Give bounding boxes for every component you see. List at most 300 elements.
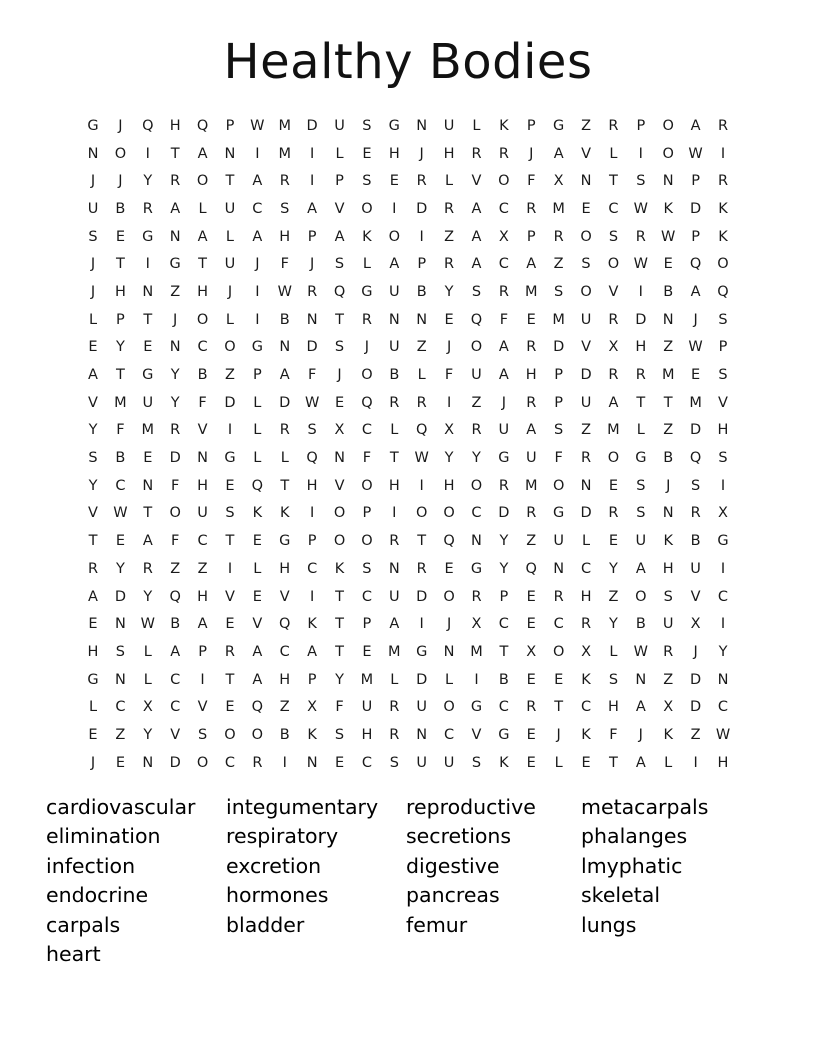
grid-cell[interactable]: X xyxy=(608,339,619,356)
grid-cell[interactable]: R xyxy=(526,339,537,356)
grid-cell[interactable]: N xyxy=(114,616,126,633)
grid-cell[interactable]: T xyxy=(225,533,235,550)
grid-cell[interactable]: R xyxy=(526,200,537,217)
grid-cell[interactable]: Z xyxy=(663,671,674,688)
word-list-item[interactable]: excretion xyxy=(226,853,322,878)
grid-cell[interactable]: C xyxy=(361,422,372,439)
grid-cell[interactable]: Y xyxy=(143,173,153,190)
grid-cell[interactable]: C xyxy=(580,560,592,577)
grid-cell[interactable]: R xyxy=(170,173,181,190)
grid-cell[interactable]: D xyxy=(169,754,181,771)
grid-cell[interactable]: F xyxy=(198,394,207,411)
word-list-item[interactable]: cardiovascular xyxy=(46,794,196,819)
grid-cell[interactable]: S xyxy=(389,754,399,771)
grid-cell[interactable]: R xyxy=(608,117,619,134)
grid-cell[interactable]: J xyxy=(309,256,315,273)
grid-cell[interactable]: J xyxy=(446,616,452,633)
grid-cell[interactable]: H xyxy=(279,671,291,688)
grid-cell[interactable]: R xyxy=(498,145,509,162)
grid-cell[interactable]: X xyxy=(471,616,482,633)
grid-cell[interactable]: A xyxy=(471,200,482,217)
grid-cell[interactable]: X xyxy=(444,422,455,439)
grid-cell[interactable]: P xyxy=(526,117,536,134)
grid-cell[interactable]: I xyxy=(145,256,150,273)
grid-cell[interactable]: Z xyxy=(416,339,427,356)
grid-cell[interactable]: T xyxy=(335,616,344,633)
grid-cell[interactable]: F xyxy=(280,256,289,273)
grid-cell[interactable]: T xyxy=(115,256,125,273)
grid-cell[interactable]: G xyxy=(251,339,263,356)
grid-cell[interactable]: Y xyxy=(143,588,153,605)
grid-cell[interactable]: H xyxy=(388,145,400,162)
grid-cell[interactable]: L xyxy=(554,754,563,771)
grid-cell[interactable]: M xyxy=(525,477,538,494)
grid-cell[interactable]: E xyxy=(362,145,372,162)
grid-cell[interactable]: K xyxy=(499,117,509,134)
grid-cell[interactable]: U xyxy=(498,422,510,439)
grid-cell[interactable]: C xyxy=(361,754,372,771)
grid-cell[interactable]: P xyxy=(417,256,427,273)
grid-cell[interactable]: Q xyxy=(415,422,428,439)
grid-cell[interactable]: E xyxy=(225,699,235,716)
grid-cell[interactable]: L xyxy=(335,145,344,162)
grid-cell[interactable]: N xyxy=(580,173,592,190)
grid-cell[interactable]: E xyxy=(554,671,564,688)
grid-cell[interactable]: U xyxy=(388,283,400,300)
grid-cell[interactable]: Q xyxy=(717,283,729,300)
grid-cell[interactable]: R xyxy=(471,422,482,439)
grid-cell[interactable]: D xyxy=(690,699,702,716)
grid-cell[interactable]: A xyxy=(635,754,646,771)
grid-cell[interactable]: Z xyxy=(279,699,290,716)
grid-cell[interactable]: V xyxy=(170,726,181,743)
grid-cell[interactable]: U xyxy=(334,117,345,134)
grid-cell[interactable]: H xyxy=(580,588,592,605)
grid-cell[interactable]: T xyxy=(143,505,153,522)
grid-cell[interactable]: I xyxy=(474,671,479,688)
grid-cell[interactable]: S xyxy=(471,754,482,771)
grid-cell[interactable]: R xyxy=(170,422,181,439)
grid-cell[interactable]: N xyxy=(169,339,181,356)
grid-cell[interactable]: O xyxy=(607,450,620,467)
grid-cell[interactable]: T xyxy=(280,477,290,494)
word-list-item[interactable]: integumentary xyxy=(226,794,379,819)
grid-cell[interactable]: M xyxy=(470,643,483,660)
grid-cell[interactable]: S xyxy=(554,422,564,439)
grid-cell[interactable]: G xyxy=(279,533,291,550)
grid-cell[interactable]: Z xyxy=(115,726,126,743)
grid-cell[interactable]: U xyxy=(197,505,208,522)
grid-cell[interactable]: R xyxy=(498,283,509,300)
grid-cell[interactable]: E xyxy=(526,588,536,605)
grid-cell[interactable]: A xyxy=(526,422,537,439)
grid-cell[interactable]: N xyxy=(416,311,428,328)
grid-cell[interactable]: A xyxy=(526,256,537,273)
grid-cell[interactable]: K xyxy=(334,560,345,577)
grid-cell[interactable]: K xyxy=(581,726,591,743)
grid-cell[interactable]: I xyxy=(309,145,315,162)
grid-cell[interactable]: C xyxy=(498,699,509,716)
grid-cell[interactable]: W xyxy=(688,339,703,356)
grid-cell[interactable]: O xyxy=(251,726,264,743)
grid-cell[interactable]: Y xyxy=(170,367,180,384)
grid-cell[interactable]: J xyxy=(337,367,342,384)
grid-cell[interactable]: W xyxy=(633,256,648,273)
grid-cell[interactable]: O xyxy=(580,228,592,245)
grid-cell[interactable]: L xyxy=(225,311,234,328)
grid-cell[interactable]: O xyxy=(361,367,373,384)
grid-cell[interactable]: F xyxy=(171,477,180,494)
grid-cell[interactable]: T xyxy=(636,394,646,411)
word-list-item[interactable]: carpals xyxy=(46,912,121,937)
grid-cell[interactable]: A xyxy=(197,145,208,162)
grid-cell[interactable]: Q xyxy=(333,283,346,300)
grid-cell[interactable]: Z xyxy=(581,422,591,439)
grid-cell[interactable]: Q xyxy=(689,450,702,467)
grid-cell[interactable]: O xyxy=(169,505,181,522)
grid-cell[interactable]: M xyxy=(278,145,291,162)
grid-cell[interactable]: D xyxy=(169,450,181,467)
grid-cell[interactable]: C xyxy=(307,560,318,577)
grid-cell[interactable]: E xyxy=(252,533,262,550)
grid-cell[interactable]: R xyxy=(416,560,427,577)
grid-cell[interactable]: I xyxy=(720,477,726,494)
grid-cell[interactable]: Y xyxy=(170,394,180,411)
grid-cell[interactable]: P xyxy=(691,228,700,245)
grid-cell[interactable]: R xyxy=(581,616,592,633)
grid-cell[interactable]: F xyxy=(116,422,125,439)
grid-cell[interactable]: U xyxy=(224,256,236,273)
grid-cell[interactable]: M xyxy=(114,394,127,411)
grid-cell[interactable]: W xyxy=(113,505,128,522)
grid-cell[interactable]: M xyxy=(689,394,702,411)
grid-cell[interactable]: O xyxy=(443,699,455,716)
grid-cell[interactable]: G xyxy=(470,560,483,577)
grid-cell[interactable]: L xyxy=(88,699,98,716)
grid-cell[interactable]: H xyxy=(443,145,455,162)
grid-cell[interactable]: H xyxy=(197,283,209,300)
grid-cell[interactable]: O xyxy=(662,145,674,162)
grid-cell[interactable]: O xyxy=(552,477,565,494)
grid-cell[interactable]: T xyxy=(335,588,344,605)
grid-cell[interactable]: P xyxy=(225,117,235,134)
grid-cell[interactable]: M xyxy=(388,643,401,660)
grid-cell[interactable]: K xyxy=(663,726,673,743)
grid-cell[interactable]: W xyxy=(140,616,155,633)
grid-cell[interactable]: E xyxy=(526,616,536,633)
grid-cell[interactable]: O xyxy=(388,228,401,245)
grid-cell[interactable]: I xyxy=(720,616,726,633)
grid-cell[interactable]: E xyxy=(663,256,673,273)
grid-cell[interactable]: U xyxy=(690,560,701,577)
grid-cell[interactable]: X xyxy=(690,616,701,633)
grid-cell[interactable]: A xyxy=(690,117,701,134)
grid-cell[interactable]: T xyxy=(609,754,618,771)
grid-cell[interactable]: U xyxy=(388,339,400,356)
grid-cell[interactable]: Q xyxy=(443,533,455,550)
grid-cell[interactable]: Z xyxy=(553,256,564,273)
grid-cell[interactable]: N xyxy=(142,283,154,300)
grid-cell[interactable]: V xyxy=(197,422,208,439)
grid-cell[interactable]: W xyxy=(304,394,320,411)
grid-cell[interactable]: I xyxy=(200,671,205,688)
grid-cell[interactable]: E xyxy=(444,560,454,577)
grid-cell[interactable]: N xyxy=(388,311,400,328)
grid-cell[interactable]: A xyxy=(307,200,318,217)
grid-cell[interactable]: P xyxy=(636,117,646,134)
grid-cell[interactable]: E xyxy=(225,477,235,494)
grid-cell[interactable]: K xyxy=(362,228,372,245)
grid-cell[interactable]: D xyxy=(580,367,592,384)
grid-cell[interactable]: Q xyxy=(525,560,537,577)
grid-cell[interactable]: V xyxy=(334,200,345,217)
grid-cell[interactable]: H xyxy=(361,726,373,743)
grid-cell[interactable]: R xyxy=(526,394,537,411)
grid-cell[interactable]: Q xyxy=(169,588,181,605)
grid-cell[interactable]: I xyxy=(638,283,643,300)
grid-cell[interactable]: L xyxy=(280,450,289,467)
grid-cell[interactable]: G xyxy=(498,450,510,467)
grid-cell[interactable]: X xyxy=(718,505,728,522)
grid-cell[interactable]: V xyxy=(608,283,619,300)
grid-cell[interactable]: R xyxy=(690,505,701,522)
grid-cell[interactable]: Q xyxy=(689,256,702,273)
grid-cell[interactable]: A xyxy=(252,643,263,660)
grid-cell[interactable]: Y xyxy=(609,616,618,633)
grid-cell[interactable]: S xyxy=(636,173,646,190)
grid-cell[interactable]: R xyxy=(608,367,619,384)
grid-cell[interactable]: B xyxy=(197,367,208,384)
grid-cell[interactable]: O xyxy=(224,339,236,356)
grid-cell[interactable]: I xyxy=(255,145,260,162)
grid-cell[interactable]: O xyxy=(196,311,209,328)
word-list-item[interactable]: heart xyxy=(46,942,101,967)
grid-cell[interactable]: R xyxy=(279,422,290,439)
grid-cell[interactable]: S xyxy=(636,505,646,522)
grid-cell[interactable]: E xyxy=(115,754,125,771)
grid-cell[interactable]: L xyxy=(88,311,98,328)
grid-cell[interactable]: E xyxy=(225,616,235,633)
grid-cell[interactable]: J xyxy=(255,256,260,273)
grid-cell[interactable]: N xyxy=(717,671,729,688)
grid-cell[interactable]: V xyxy=(718,394,728,411)
grid-cell[interactable]: O xyxy=(333,533,346,550)
grid-cell[interactable]: Z xyxy=(581,117,591,134)
grid-cell[interactable]: O xyxy=(114,145,127,162)
grid-cell[interactable]: R xyxy=(581,450,592,467)
grid-cell[interactable]: H xyxy=(306,477,318,494)
grid-cell[interactable]: R xyxy=(608,505,619,522)
grid-cell[interactable]: S xyxy=(471,283,482,300)
grid-cell[interactable]: A xyxy=(170,643,181,660)
grid-cell[interactable]: U xyxy=(142,394,154,411)
grid-cell[interactable]: R xyxy=(471,145,482,162)
grid-cell[interactable]: E xyxy=(115,533,125,550)
grid-cell[interactable]: I xyxy=(145,145,150,162)
grid-cell[interactable]: N xyxy=(224,145,236,162)
grid-cell[interactable]: L xyxy=(445,173,454,190)
grid-cell[interactable]: D xyxy=(690,671,702,688)
grid-cell[interactable]: N xyxy=(580,477,592,494)
grid-cell[interactable]: J xyxy=(173,311,178,328)
grid-cell[interactable]: Y xyxy=(115,339,125,356)
grid-cell[interactable]: R xyxy=(444,256,455,273)
grid-cell[interactable]: B xyxy=(635,616,646,633)
grid-cell[interactable]: D xyxy=(224,394,236,411)
grid-cell[interactable]: A xyxy=(142,533,153,550)
grid-cell[interactable]: E xyxy=(581,754,591,771)
grid-cell[interactable]: N xyxy=(279,339,291,356)
grid-cell[interactable]: D xyxy=(690,422,702,439)
grid-cell[interactable]: A xyxy=(252,228,263,245)
grid-cell[interactable]: R xyxy=(416,394,427,411)
grid-cell[interactable]: D xyxy=(553,339,565,356)
grid-cell[interactable]: H xyxy=(197,588,209,605)
grid-cell[interactable]: E xyxy=(526,726,536,743)
grid-cell[interactable]: G xyxy=(388,117,400,134)
grid-cell[interactable]: E xyxy=(115,228,125,245)
grid-cell[interactable]: E xyxy=(608,477,619,494)
grid-cell[interactable]: A xyxy=(498,367,509,384)
grid-cell[interactable]: M xyxy=(525,283,538,300)
grid-cell[interactable]: L xyxy=(253,450,262,467)
grid-cell[interactable]: W xyxy=(277,283,292,300)
grid-cell[interactable]: R xyxy=(471,588,482,605)
grid-cell[interactable]: T xyxy=(499,643,509,660)
grid-cell[interactable]: C xyxy=(471,505,482,522)
grid-cell[interactable]: L xyxy=(390,422,399,439)
grid-cell[interactable]: J xyxy=(227,283,233,300)
grid-cell[interactable]: R xyxy=(389,533,400,550)
grid-cell[interactable]: H xyxy=(607,699,619,716)
grid-cell[interactable]: O xyxy=(717,256,729,273)
grid-cell[interactable]: V xyxy=(279,588,290,605)
word-list-item[interactable]: metacarpals xyxy=(581,794,709,819)
grid-cell[interactable]: R xyxy=(553,228,564,245)
grid-cell[interactable]: I xyxy=(392,200,397,217)
grid-cell[interactable]: O xyxy=(498,173,510,190)
grid-cell[interactable]: E xyxy=(88,616,98,633)
grid-cell[interactable]: E xyxy=(526,754,536,771)
grid-cell[interactable]: A xyxy=(635,699,646,716)
grid-cell[interactable]: J xyxy=(118,117,123,134)
grid-cell[interactable]: H xyxy=(197,477,209,494)
grid-cell[interactable]: A xyxy=(252,671,263,688)
grid-cell[interactable]: A xyxy=(389,256,400,273)
grid-cell[interactable]: H xyxy=(87,643,99,660)
grid-cell[interactable]: N xyxy=(662,505,674,522)
grid-cell[interactable]: M xyxy=(552,311,565,328)
grid-cell[interactable]: R xyxy=(307,283,318,300)
grid-cell[interactable]: G xyxy=(142,367,154,384)
grid-cell[interactable]: R xyxy=(279,173,290,190)
grid-cell[interactable]: Y xyxy=(609,560,618,577)
grid-cell[interactable]: E xyxy=(526,671,536,688)
grid-cell[interactable]: K xyxy=(663,533,673,550)
word-list-item[interactable]: bladder xyxy=(226,912,305,937)
grid-cell[interactable]: I xyxy=(309,588,315,605)
grid-cell[interactable]: U xyxy=(580,311,592,328)
grid-cell[interactable]: B xyxy=(663,283,674,300)
grid-cell[interactable]: C xyxy=(115,699,126,716)
grid-cell[interactable]: Z xyxy=(471,394,482,411)
grid-cell[interactable]: N xyxy=(662,311,674,328)
grid-cell[interactable]: I xyxy=(227,422,233,439)
grid-cell[interactable]: G xyxy=(87,117,99,134)
word-list-item[interactable]: reproductive xyxy=(406,794,536,819)
grid-cell[interactable]: L xyxy=(362,256,371,273)
grid-cell[interactable]: T xyxy=(198,256,207,273)
grid-cell[interactable]: A xyxy=(553,145,564,162)
grid-cell[interactable]: P xyxy=(307,533,317,550)
grid-cell[interactable]: J xyxy=(556,726,561,743)
grid-cell[interactable]: H xyxy=(388,477,400,494)
grid-cell[interactable]: C xyxy=(279,643,290,660)
grid-cell[interactable]: I xyxy=(720,560,726,577)
grid-cell[interactable]: T xyxy=(335,311,344,328)
grid-cell[interactable]: B xyxy=(690,533,701,550)
grid-cell[interactable]: I xyxy=(693,754,698,771)
grid-cell[interactable]: O xyxy=(361,533,373,550)
grid-cell[interactable]: L xyxy=(609,145,618,162)
grid-cell[interactable]: B xyxy=(663,450,674,467)
grid-cell[interactable]: J xyxy=(501,394,506,411)
grid-cell[interactable]: Q xyxy=(251,477,264,494)
grid-cell[interactable]: R xyxy=(87,560,99,577)
grid-cell[interactable]: V xyxy=(88,394,98,411)
grid-cell[interactable]: N xyxy=(306,311,318,328)
grid-cell[interactable]: R xyxy=(142,200,153,217)
grid-cell[interactable]: P xyxy=(526,228,536,245)
grid-cell[interactable]: Y xyxy=(499,560,509,577)
grid-cell[interactable]: X xyxy=(307,699,318,716)
grid-cell[interactable]: K xyxy=(663,200,673,217)
grid-cell[interactable]: U xyxy=(361,699,373,716)
grid-cell[interactable]: J xyxy=(90,173,96,190)
grid-cell[interactable]: G xyxy=(470,699,483,716)
grid-cell[interactable]: V xyxy=(225,588,235,605)
grid-cell[interactable]: D xyxy=(306,339,318,356)
grid-cell[interactable]: R xyxy=(526,505,537,522)
grid-cell[interactable]: D xyxy=(690,200,702,217)
grid-cell[interactable]: C xyxy=(224,754,236,771)
grid-cell[interactable]: O xyxy=(361,477,373,494)
grid-cell[interactable]: Y xyxy=(718,643,728,660)
grid-cell[interactable]: J xyxy=(638,726,643,743)
grid-cell[interactable]: P xyxy=(554,394,564,411)
grid-cell[interactable]: M xyxy=(552,200,565,217)
grid-cell[interactable]: E xyxy=(444,311,454,328)
grid-cell[interactable]: K xyxy=(307,616,317,633)
grid-cell[interactable]: S xyxy=(718,450,728,467)
grid-cell[interactable]: J xyxy=(529,145,534,162)
grid-cell[interactable]: G xyxy=(142,228,154,245)
grid-cell[interactable]: S xyxy=(554,283,564,300)
grid-cell[interactable]: B xyxy=(115,450,126,467)
grid-cell[interactable]: O xyxy=(470,477,483,494)
grid-cell[interactable]: D xyxy=(416,671,428,688)
grid-cell[interactable]: L xyxy=(472,117,481,134)
grid-cell[interactable]: I xyxy=(419,616,424,633)
grid-cell[interactable]: D xyxy=(114,588,126,605)
grid-cell[interactable]: Q xyxy=(196,117,209,134)
grid-cell[interactable]: B xyxy=(279,311,290,328)
grid-cell[interactable]: U xyxy=(580,394,592,411)
grid-cell[interactable]: F xyxy=(499,311,509,328)
grid-cell[interactable]: G xyxy=(635,450,647,467)
grid-cell[interactable]: Q xyxy=(306,450,318,467)
grid-cell[interactable]: O xyxy=(224,726,236,743)
